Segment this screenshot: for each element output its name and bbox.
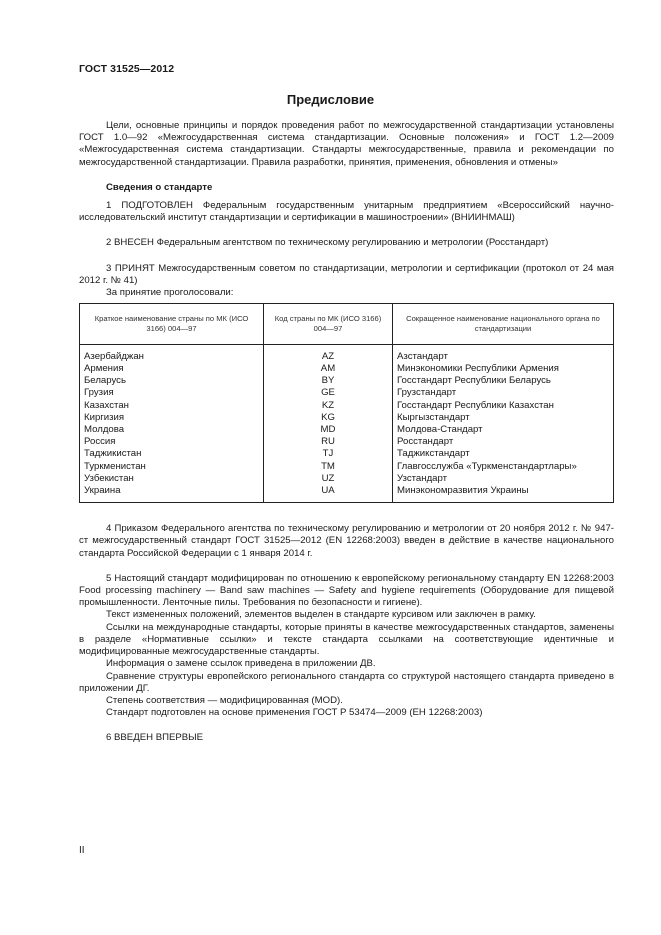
item-5-basis-note: Стандарт подготовлен на основе применения ГОСТ Р 53474—2009 (ЕН 12268:2003) xyxy=(106,707,483,719)
document-body xyxy=(79,120,614,745)
country-cell: Грузия xyxy=(80,387,264,399)
code-cell: RU xyxy=(264,436,393,448)
table-row xyxy=(80,424,614,436)
code-cell: AM xyxy=(264,363,393,375)
table-header-row xyxy=(80,304,614,345)
voted-label: За принятие проголосовали: xyxy=(106,287,234,299)
table-row xyxy=(80,485,614,503)
country-cell: Азербайджан xyxy=(80,344,264,363)
body-cell: Госстандарт Республики Казахстан xyxy=(393,400,614,412)
code-cell: UA xyxy=(264,485,393,503)
item-5-modified-text-note: Текст измененных положений, элементов выделен в стандарте курсивом или заключен в рамку. xyxy=(106,609,536,621)
item-4-paragraph: 4 Приказом Федерального агентства по техническому регулированию и метрологии от 20 ноября 2012 г. № 947-ст межгосударственный стандарт ГОСТ 31525—2012 (EN 12268:2003) введен в действие в качестве национального стандарта Российской Федерации с 1 января 2014 г. xyxy=(79,523,614,559)
table-row xyxy=(80,436,614,448)
table-row xyxy=(80,344,614,363)
item-5-annex-dv-note: Информация о замене ссылок приведена в приложении ДВ. xyxy=(106,658,376,670)
section-title: Сведения о стандарте xyxy=(106,181,213,193)
table-row xyxy=(80,448,614,460)
body-cell: Таджикстандарт xyxy=(393,448,614,460)
body-cell: Минэкономики Республики Армения xyxy=(393,363,614,375)
item-3-paragraph: 3 ПРИНЯТ Межгосударственным советом по стандартизации, метрологии и сертификации (протокол от 24 мая 2012 г. № 41) xyxy=(79,262,614,286)
body-cell: Молдова-Стандарт xyxy=(393,424,614,436)
table-row xyxy=(80,473,614,485)
body-cell: Росстандарт xyxy=(393,436,614,448)
country-cell: Беларусь xyxy=(80,375,264,387)
country-cell: Молдова xyxy=(80,424,264,436)
body-cell: Госстандарт Республики Беларусь xyxy=(393,375,614,387)
code-cell: AZ xyxy=(264,344,393,363)
code-cell: BY xyxy=(264,375,393,387)
country-cell: Россия xyxy=(80,436,264,448)
body-cell: Грузстандарт xyxy=(393,387,614,399)
item-6-paragraph: 6 ВВЕДЕН ВПЕРВЫЕ xyxy=(106,732,204,744)
table-row xyxy=(80,412,614,424)
item-2-paragraph: 2 ВНЕСЕН Федеральным агентством по техническому регулированию и метрологии (Росстандарт) xyxy=(106,237,549,249)
code-cell: MD xyxy=(264,424,393,436)
item-5-paragraph: 5 Настоящий стандарт модифицирован по отношению к европейскому региональному стандарту EN 12268:2003 Food processing machinery — Band saw machines — Safety and hygiene requirements (Оборудование для пищевой промышленности. Ленточные пилы. Требования по безопасности и гигиене). xyxy=(79,572,614,609)
body-cell: Кыргызстандарт xyxy=(393,412,614,424)
table-row xyxy=(80,375,614,387)
item-5-annex-dg-note: Сравнение структуры европейского регионального стандарта со структурой настоящего стандарта приведено в приложении ДГ. xyxy=(79,670,614,694)
code-cell: UZ xyxy=(264,473,393,485)
page-title: Предисловие xyxy=(286,92,375,107)
code-cell: GE xyxy=(264,387,393,399)
item-1-paragraph: 1 ПОДГОТОВЛЕН Федеральным государственным унитарным предприятием «Всероссийский научно-исследовательский институт стандартизации и сертификации в машиностроении» (ВНИИНМАШ) xyxy=(79,200,614,224)
code-cell: KG xyxy=(264,412,393,424)
code-cell: TM xyxy=(264,461,393,473)
country-cell: Казахстан xyxy=(80,400,264,412)
member-states-table xyxy=(79,303,614,503)
country-cell: Киргизия xyxy=(80,412,264,424)
country-cell: Армения xyxy=(80,363,264,375)
table-row xyxy=(80,387,614,399)
table-row xyxy=(80,461,614,473)
body-cell: Узстандарт xyxy=(393,473,614,485)
country-cell: Туркменистан xyxy=(80,461,264,473)
country-cell: Таджикистан xyxy=(80,448,264,460)
page-number: II xyxy=(79,845,85,856)
code-cell: TJ xyxy=(264,448,393,460)
item-5-conformity-degree: Степень соответствия — модифицированная (MOD). xyxy=(106,694,343,706)
table-header-code: Код страны по МК (ИСО 3166) 004—97 xyxy=(264,304,393,345)
table-row xyxy=(80,400,614,412)
body-cell: Азстандарт xyxy=(393,344,614,363)
country-cell: Украина xyxy=(80,485,264,503)
document-code-header: ГОСТ 31525—2012 xyxy=(79,63,175,75)
body-cell: Минэкономразвития Украины xyxy=(393,485,614,503)
country-cell: Узбекистан xyxy=(80,473,264,485)
intro-paragraph: Цели, основные принципы и порядок проведения работ по межгосударственной стандартизации установлены ГОСТ 1.0—92 «Межгосударственная система стандартизации. Основные положения» и ГОСТ 1.2—2009 «Межгосударственная система стандартизации. Стандарты межгосударственные, правила и рекомендации по межгосударственной стандартизации. Правила разработки, принятия, применения, обновления и отмены» xyxy=(79,120,614,168)
table-header-country: Краткое наименование страны по МК (ИСО 3166) 004—97 xyxy=(80,304,264,345)
body-cell: Главгосслужба «Туркменстандартлары» xyxy=(393,461,614,473)
table-row xyxy=(80,363,614,375)
table-header-body: Сокращенное наименование национального органа по стандартизации xyxy=(393,304,614,345)
item-5-references-note: Ссылки на международные стандарты, которые приняты в качестве межгосударственных стандартов, заменены в разделе «Нормативные ссылки» и тексте стандарта ссылками на соответствующие идентичные и модифицированные межгосударственные стандарты. xyxy=(79,621,614,658)
code-cell: KZ xyxy=(264,400,393,412)
